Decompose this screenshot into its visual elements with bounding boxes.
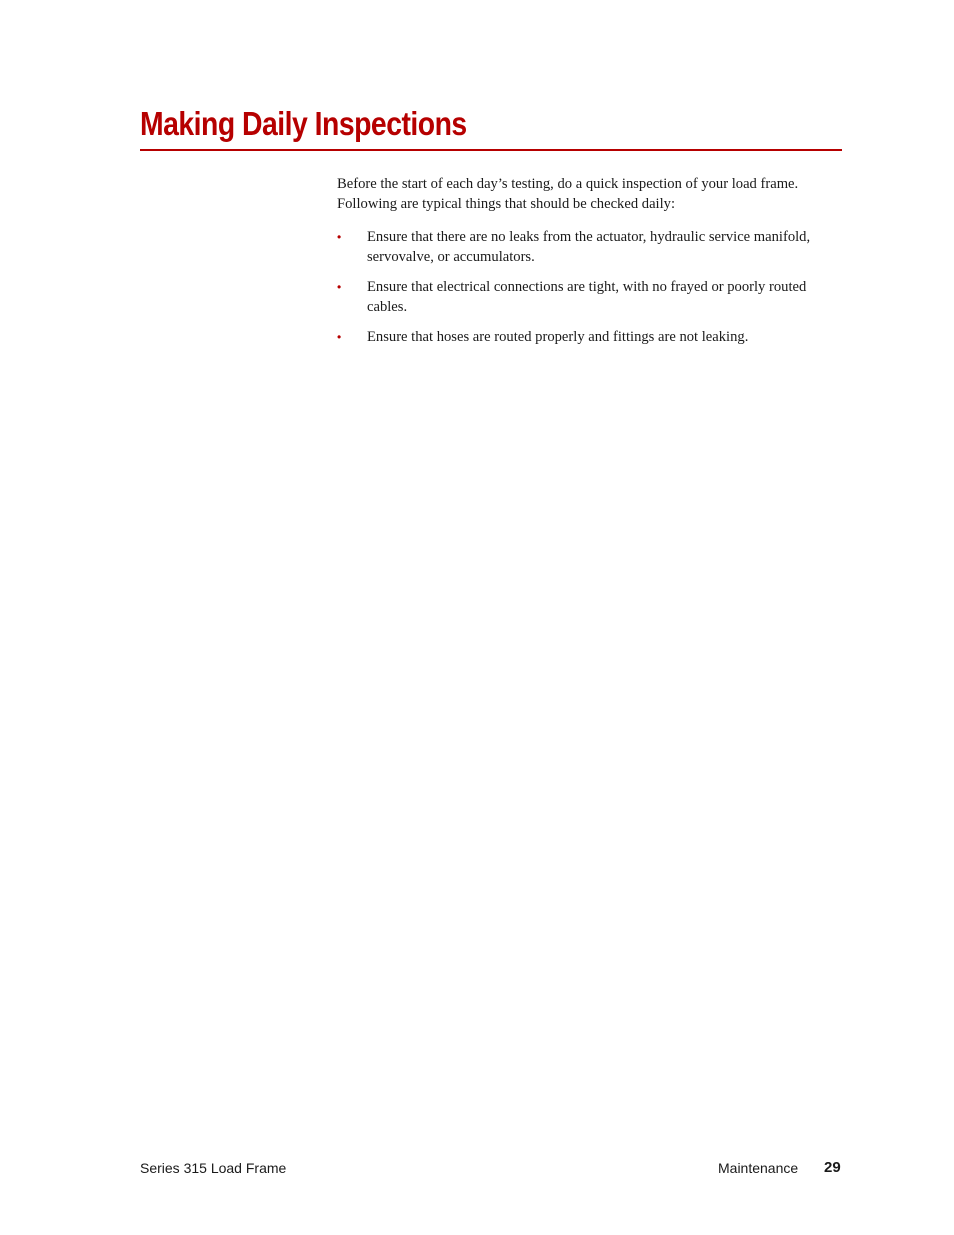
footer-document-title: Series 315 Load Frame xyxy=(140,1160,287,1176)
list-item xyxy=(337,278,842,317)
bullet-icon: • xyxy=(337,230,342,244)
main-content xyxy=(337,175,842,359)
list-item-text: Ensure that electrical connections are tight, with no frayed or poorly routed cables. xyxy=(367,279,807,315)
list-item-text: Ensure that there are no leaks from the actuator, hydraulic service manifold, servovalve, or accumulators. xyxy=(367,229,811,265)
bullet-icon: • xyxy=(337,280,342,294)
bullet-icon: • xyxy=(337,330,342,344)
inspection-checklist xyxy=(337,228,842,348)
list-item-text: Ensure that hoses are routed properly and fittings are not leaking. xyxy=(367,329,749,345)
page-title: Making Daily Inspections xyxy=(140,105,467,142)
footer-section-name: Maintenance xyxy=(718,1160,799,1176)
list-item xyxy=(337,228,842,267)
page-number: 29 xyxy=(824,1159,841,1176)
intro-paragraph: Before the start of each day’s testing, do a quick inspection of your load frame. Following are typical things that should be checked daily: xyxy=(337,176,799,212)
list-item xyxy=(337,328,842,348)
title-divider xyxy=(140,149,842,151)
